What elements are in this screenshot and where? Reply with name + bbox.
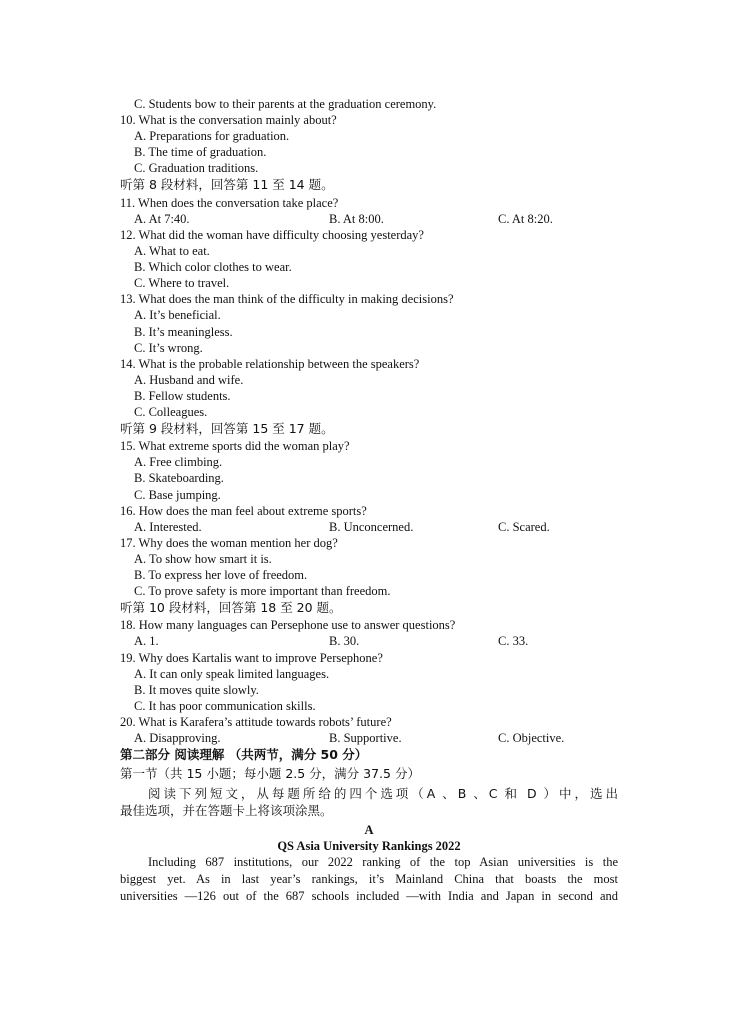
q12-option-a: A. What to eat.	[134, 244, 210, 258]
question-19: 19. Why does Kartalis want to improve Persephone?	[120, 651, 383, 665]
question-20: 20. What is Karafera’s attitude towards robots’ future?	[120, 715, 392, 729]
q19-option-b: B. It moves quite slowly.	[134, 683, 259, 697]
section-header-9: 听第 9 段材料，回答第 15 至 17 题。	[120, 421, 334, 436]
question-16: 16. How does the man feel about extreme sports?	[120, 504, 367, 518]
passage-line-1: Including 687 institutions, our 2022 ranking of the top Asian universities is the	[148, 855, 618, 869]
q17-option-c: C. To prove safety is more important than freedom.	[134, 584, 391, 598]
passage-body	[120, 854, 618, 905]
q16-option-c: C. Scared.	[498, 520, 550, 534]
q20-option-c: C. Objective.	[498, 731, 565, 745]
passage-title: QS Asia University Rankings 2022	[277, 839, 461, 853]
q17-option-a: A. To show how smart it is.	[134, 552, 272, 566]
q18-option-a: A. 1.	[134, 634, 159, 648]
q14-option-b: B. Fellow students.	[134, 389, 231, 403]
instruction-line-1: 阅读下列短文，从每题所给的四个选项（A 、B 、C 和 D ）中，选出	[148, 786, 618, 801]
q19-option-a: A. It can only speak limited languages.	[134, 667, 330, 681]
question-10: 10. What is the conversation mainly about?	[120, 113, 337, 127]
q17-option-b: B. To express her love of freedom.	[134, 568, 308, 582]
section-header-10: 听第 10 段材料，回答第 18 至 20 题。	[120, 600, 342, 615]
question-13: 13. What does the man think of the difficulty in making decisions?	[120, 292, 454, 306]
q20-option-b: B. Supportive.	[329, 731, 402, 745]
q14-option-c: C. Colleagues.	[134, 405, 208, 419]
q10-option-a: A. Preparations for graduation.	[134, 129, 290, 143]
q14-option-a: A. Husband and wife.	[134, 373, 244, 387]
question-17: 17. Why does the woman mention her dog?	[120, 536, 338, 550]
q16-option-b: B. Unconcerned.	[329, 520, 414, 534]
instructions	[120, 785, 618, 819]
q15-option-c: C. Base jumping.	[134, 488, 221, 502]
q19-option-c: C. It has poor communication skills.	[134, 699, 316, 713]
q18-option-b: B. 30.	[329, 634, 360, 648]
q15-option-b: B. Skateboarding.	[134, 471, 224, 485]
question-12: 12. What did the woman have difficulty choosing yesterday?	[120, 228, 424, 242]
q12-option-c: C. Where to travel.	[134, 276, 230, 290]
section1-heading: 第一节（共 15 小题；每小题 2.5 分，满分 37.5 分）	[120, 766, 420, 781]
q10-option-b: B. The time of graduation.	[134, 145, 267, 159]
q13-option-a: A. It’s beneficial.	[134, 308, 221, 322]
question-18: 18. How many languages can Persephone use to answer questions?	[120, 618, 456, 632]
q12-option-b: B. Which color clothes to wear.	[134, 260, 292, 274]
section-header-8: 听第 8 段材料，回答第 11 至 14 题。	[120, 177, 334, 192]
q13-option-c: C. It’s wrong.	[134, 341, 203, 355]
q11-option-b: B. At 8:00.	[329, 212, 384, 226]
q20-option-a: A. Disapproving.	[134, 731, 221, 745]
passage-line-2: biggest yet. As in last year’s rankings, it’s Mainland China that boasts the most	[120, 872, 618, 886]
q16-option-a: A. Interested.	[134, 520, 202, 534]
q15-option-a: A. Free climbing.	[134, 455, 223, 469]
q13-option-b: B. It’s meaningless.	[134, 325, 233, 339]
passage-label: A	[364, 823, 374, 837]
question-15: 15. What extreme sports did the woman play?	[120, 439, 350, 453]
question-11: 11. When does the conversation take place?	[120, 196, 339, 210]
q9-option-c: C. Students bow to their parents at the graduation ceremony.	[134, 97, 437, 111]
instruction-line-2: 最佳选项，并在答题卡上将该项涂黑。	[120, 803, 333, 818]
q11-option-c: C. At 8:20.	[498, 212, 553, 226]
part2-title: 第二部分 阅读理解 （共两节，满分 50 分）	[120, 747, 368, 762]
question-14: 14. What is the probable relationship between the speakers?	[120, 357, 420, 371]
passage-line-3: universities —126 out of the 687 schools included —with India and Japan in second and	[120, 889, 618, 903]
q11-option-a: A. At 7:40.	[134, 212, 190, 226]
q18-option-c: C. 33.	[498, 634, 529, 648]
q10-option-c: C. Graduation traditions.	[134, 161, 259, 175]
